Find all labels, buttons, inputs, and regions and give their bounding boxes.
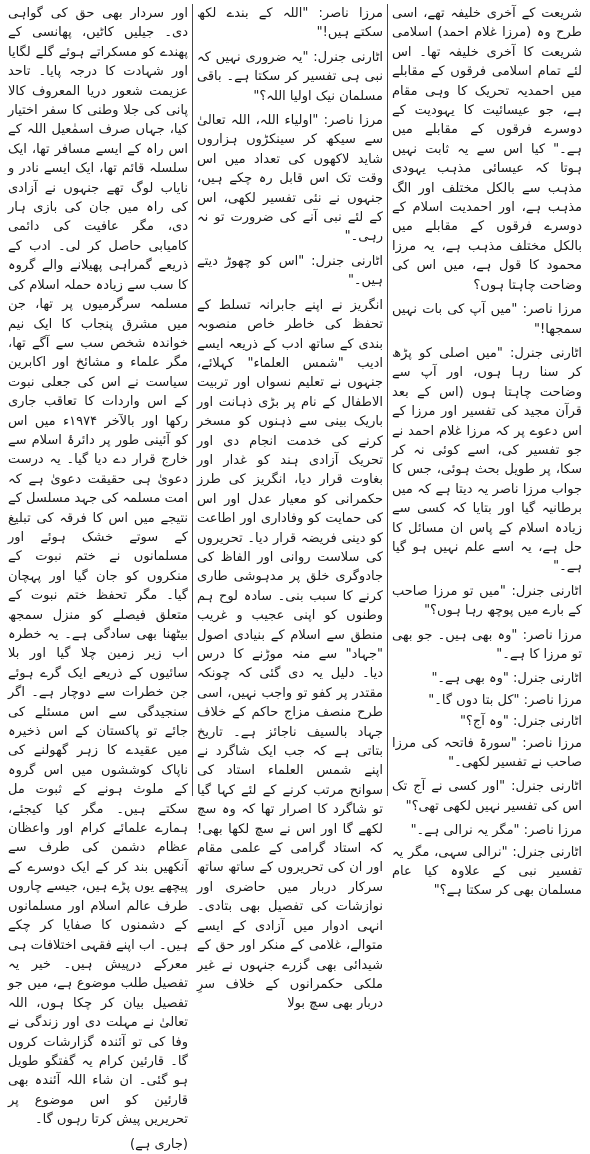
paragraph: اٹارنی جنرل: "وہ بھی ہے۔" — [431, 671, 582, 687]
column-right — [388, 4, 586, 899]
paragraph: اور سردار بھی حق کی گواہی دی۔ جیلیں کاٹیں، پھانسی کے پھندے کو مسکراتے ہوئے گلے لگایا اور شہادت کا درجہ پایا۔ تاحد عزیمت شعور دریا المعروف کالا پانی کی جلا وطنی کا سفر اختیار کیا، جہاں صرف اسمٰعیل اللہ کے اس راہ کے ایسے مسافر تھا، ایک سلسلہ قائم تھا، ایک ایسے نادر و نایاب لوگ تھے جنہوں نے آزادی کی راہ میں جان کی بازی ہار دی، مگر عافیت کی دائمی کامیابی حاصل کر لی۔ ادب کے ذریعے گمراہی پھیلانے والے گروہ کا سب سے زیادہ حملہ اسلام کی مسلمہ سرگرمیوں پر تھا، جن میں مشرق پنجاب کا ایک نیم خواندہ شخص سب سے آگے تھا، مگر علماء و مشائخ اور اکابرین سیاست نے اس کی جعلی نبوت کے اس واردات کا تعاقب جاری رکھا اور بالآخر ۱۹۷۴ء میں اس کو آئینی طور پر دائرۂ اسلام سے خارج قرار دے دیا گیا۔ یہ درست دعویٰ ہی حقیقت دعویٰ ہے کہ امت مسلمہ کی جہد مسلسل کے نتیجے میں اس کا فرقہ کی تبلیغ کے سوتے خشک ہوئے اور مسلمانوں نے ختم نبوت کے منکروں کو جان گیا اور پہچان گیا۔ مگر تحفظ ختم نبوت کے متعلق فیصلے کو منزل سمجھ بیٹھنا بھی سادگی ہے۔ یہ خطرہ اب زیر زمین چلا گیا اور بلا سائیوں کے ذریعے ایک گرے ہوئے جن خطرات سے دوچار ہے۔ اگر سنجیدگی سے اس مسئلے کی جائے تو پاکستان کے اس ذخیرہ میں عقیدے کا زہر گھولنے کی ناپاک کوششوں میں اس گروہ کے ملوث ہونے کے ثبوت مل سکتے ہیں۔ مگر کیا کیجئے، ہمارے علمائے کرام اور واعظان عظام دشمن کی طرف سے آنکھیں بند کر کے ایک دوسرے کے پیچھے یوں پڑے ہیں، جیسے چاروں طرف عالم اسلام اور مسلمانوں کے دشمنوں کا صفایا کر چکے ہیں۔ اب اپنے فقہی اختلافات ہی معرکے درپیش ہیں۔ خیر یہ تفصیل طلب موضوع ہے، میں جو تفصیل بیان کر چکا ہوں، اللہ تعالیٰ نے مہلت دی اور زندگی نے وفا کی تو آئندہ گزارشات کروں گا۔ قارئین کرام یہ گفتگو طویل ہو گئی۔ ان شاء اللہ آئندہ بھی قارئین کو اس موضوع پر تحریریں پیش کرتا رہوں گا۔ — [8, 6, 189, 1128]
paragraph: اٹارنی جنرل: "میں اصلی کو پڑھ کر سنا رہا ہوں، اور آپ سے وضاحت چاہتا ہوں (اس کے بعد قرآن مجید کی تفسیر اور مرزا کے اس دعوے پر کہ مرزا غلام احمد نے جو تفسیر کی، اسے کوئی نہ کر سکا، پر طویل بحث ہوئی، جس کا جواب مرزا ناصر یہ دیتا ہے کہ میں برطانیہ گیا اور بتایا کہ کسی سے زیادہ اسلام کے پاس ان مسائل کا حل ہے، یہ اسے علم نہیں ہو گیا ہے۔" — [392, 345, 582, 575]
column-left — [4, 4, 192, 1152]
paragraph: اٹارنی جنرل: "یہ ضروری نہیں کہ نبی ہی تفسیر کر سکتا ہے۔ باقی مسلمان نیک اولیا اللہ؟" — [197, 49, 383, 104]
paragraph: اٹارنی جنرل: "نرالی سہی، مگر یہ تفسیر نبی کے علاوہ کیا عام مسلمان بھی کر سکتا ہے؟" — [392, 844, 582, 899]
paragraph: شریعت کے آخری خلیفہ تھے، اسی طرح وہ (مرزا غلام احمد) اسلامی شریعت کا آخری خلیفہ تھا۔ اس لئے تمام اسلامی فرقوں کے مقابلے میں احمدیہ تحریک کا وہی مقام ہے، جو عیسائیت کا یہودیت کے دوسرے فرقوں کے مقابلے میں ہے۔" کیا اس سے یہ ثابت نہیں ہوتا کہ عیسائی مذہب یہودی مذہب سے بالکل مختلف اور الگ مذہب ہے، اور احمدیت اسلام کے دوسرے فرقوں کے مقابلے میں بالکل مختلف مذہب ہے، یہ مرزا محمود کا قول ہے، میں اس کی وضاحت چاہتا ہوں؟ — [392, 6, 582, 293]
paragraph: مرزا ناصر: "میں آپ کی بات نہیں سمجھا!" — [392, 302, 582, 337]
paragraph: اٹارنی جنرل: "وہ آج؟" — [459, 714, 582, 730]
paragraph: مرزا ناصر: "مگر یہ نرالی ہے۔" — [410, 823, 582, 839]
newspaper-page — [4, 4, 586, 1152]
paragraph: مرزا ناصر: "اولیاء اللہ، اللہ تعالیٰ سے سیکھ کر سینکڑوں ہزاروں شاید لاکھوں کی تعداد میں اس وقت تک اس قابل رہ چکے ہیں، جنہوں نے نئی تفسیر لکھی، اس کے لئے نبی آنے کی ضرورت تو نہ رہی۔" — [197, 113, 383, 245]
column-middle — [192, 4, 388, 1012]
paragraph: اٹارنی جنرل: "اور کسی نے آج تک اس کی تفسیر نہیں لکھی تھی؟" — [392, 779, 582, 814]
paragraph: مرزا ناصر: "وہ بھی ہیں۔ جو بھی تو مرزا کا ہے۔" — [392, 627, 582, 662]
paragraph: مرزا ناصر: "اللہ کے بندے لکھ سکتے ہیں!" — [197, 6, 383, 41]
paragraph: مرزا ناصر: "کل بتا دوں گا۔" — [428, 692, 582, 708]
paragraph: اٹارنی جنرل: "اس کو چھوڑ دیتے ہیں۔" — [197, 253, 383, 289]
paragraph: مرزا ناصر: "سورۃ فاتحہ کی مرزا صاحب نے تفسیر لکھی۔" — [392, 735, 582, 771]
paragraph: انگریز نے اپنے جابرانہ تسلط کے تحفظ کی خاطر خاص منصوبہ بندی کے ساتھ ادب کے ذریعہ ایسے ادیب "شمس العلماء" کہلائے، جنہوں نے تعلیم نسواں اور تربیت الاطفال کے نام پر بڑی ذہانت اور باریک بینی سے ذہنوں کو مسخر کرنے کی خدمت انجام دی اور تحریک آزادی ہند کو غدار اور بغاوت قرار دیا، انگریز کی طرز حکمرانی کو معیار عدل اور اس کی حمایت کو وفاداری اور اطاعت کو دینی فریضہ قرار دیا۔ تحریروں کی سلاست روانی اور الفاظ کی جادوگری خلق پر مدہوشی طاری کرنے کا سبب بنی۔ سادہ لوح ہم وطنوں کو اپنی عجیب و غریب منطق سے اسلام کے بنیادی اصول "جہاد" سے منہ موڑنے کا درس دیا۔ دلیل یہ دی گئی کہ چونکہ مقتدر پر کفو تو واجب نہیں، اسی طرح منصف مزاج حاکم کے خلاف جہاد بالسیف ناجائز ہے۔ تاریخ بتاتی ہے کہ جب ایک شاگرد نے اپنے شمس العلماء استاد کی سوانح مرتب کرنے کے لئے کہا گیا تو شاگرد کا اصرار تھا کہ وہ سچ لکھے گا اور اس نے سچ لکھا بھی! کہ استاد گرامی کے علمی مقام اور ان کی تحریروں کے ساتھ ساتھ سرکار دربار میں حاضری اور نوازشات کی تفصیل بھی بتادی۔ انہی ادوار میں آزادی کے ایسے متوالے، غلامی کے منکر اور حق کے شیدائی بھی گزرے جنہوں نے غیر ملکی حکمرانوں کے خلاف سرِ دربار بھی سچ بولا — [197, 297, 383, 1012]
continued-note: (جاری ہے) — [130, 1136, 188, 1152]
paragraph: اٹارنی جنرل: "میں تو مرزا صاحب کے بارے میں پوچھ رہا ہوں؟" — [392, 583, 582, 619]
